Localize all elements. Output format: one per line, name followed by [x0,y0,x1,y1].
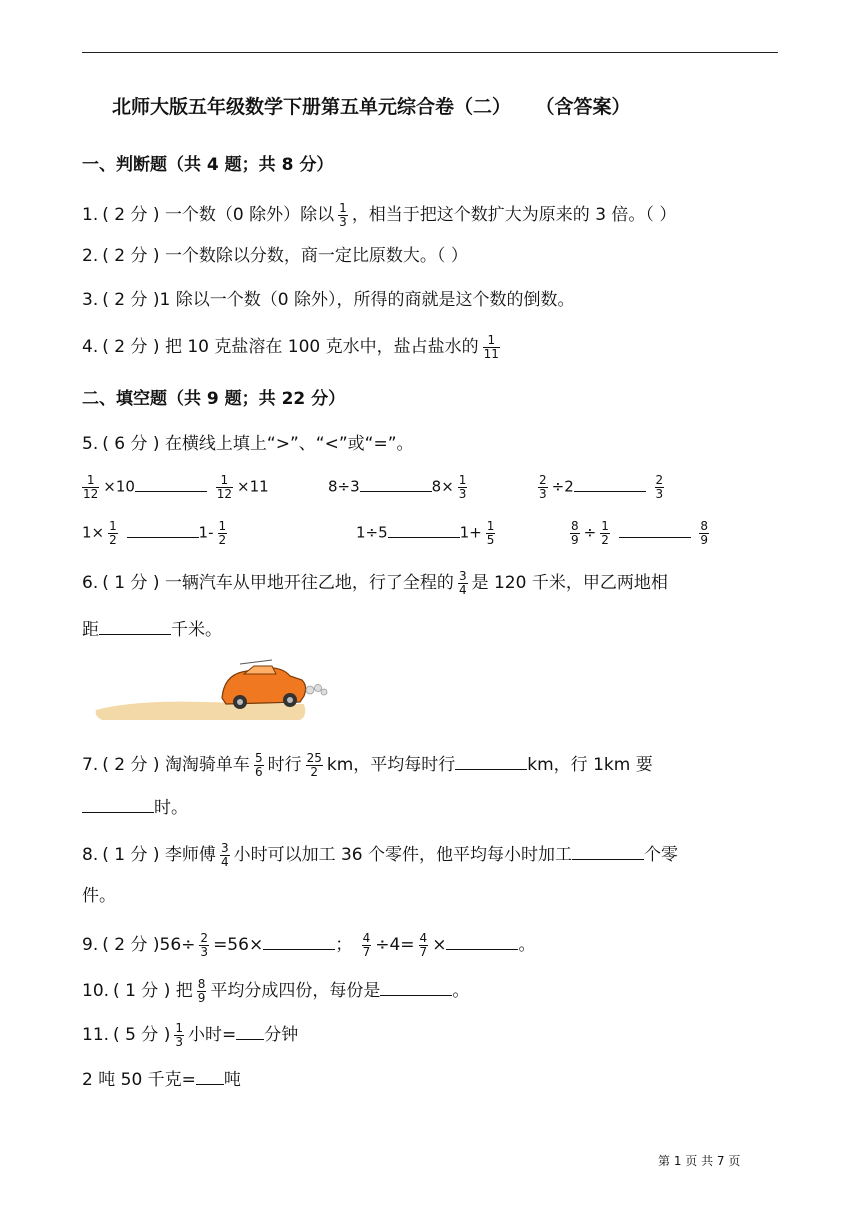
denominator: 12 [216,486,232,501]
fraction [570,520,580,546]
title-text: 北师大版五年级数学下册第五单元综合卷（二） [112,96,512,118]
question-score: ( 6 分 ) [102,434,160,454]
denominator: 9 [571,532,579,547]
question-text: 件。 [82,886,116,906]
question-11 [82,1022,298,1048]
answer-blank[interactable] [82,798,154,813]
numerator: 8 [197,977,206,991]
fraction [199,932,209,958]
page-title [112,92,631,119]
fraction [600,520,610,546]
answer-blank[interactable] [135,477,207,492]
answer-blank[interactable] [619,523,691,538]
answer-blank[interactable] [236,1025,264,1040]
question-text: km，平均每时行 [326,755,456,776]
fraction [197,978,207,1004]
fraction [419,932,429,958]
denominator: 3 [175,1034,183,1049]
operator-text: 8× [431,477,454,496]
question-score: ( 5 分 ) [113,1025,171,1046]
numerator: 1 [109,519,117,533]
numerator: 3 [458,569,467,583]
fraction [362,932,372,958]
question-score: ( 1 分 ) [102,573,160,594]
section-heading-judgement: 一、判断题（共 4 题；共 8 分） [82,155,334,175]
numerator: 1 [339,201,347,215]
fraction [82,474,99,500]
answer-blank[interactable] [196,1070,224,1085]
numerator: 1 [216,474,233,488]
question-text: 淘淘骑单车 [164,755,250,776]
denominator: 2 [310,764,319,779]
numerator: 2 [200,931,209,945]
answer-blank[interactable] [99,620,171,635]
question-text: 。 [452,981,470,1002]
header-rule [82,52,778,53]
question-text: 平均分成四份，每份是 [210,981,381,1002]
denominator: 3 [200,944,209,959]
operator-text: 1- [198,523,214,542]
operator-text: 8÷3 [328,477,360,496]
fraction [458,570,468,596]
question-number: 1. [82,205,99,226]
question-number: 3. [82,290,99,310]
question-text: =56× [213,935,264,956]
exhaust-puff [306,686,314,694]
hubcap [237,699,243,705]
fraction [338,202,348,228]
fraction [655,474,665,500]
compare-item [78,474,269,500]
fraction [254,752,264,778]
car-antenna [240,660,272,664]
question-text: 一个数除以分数，商一定比原数大。（ ） [164,246,468,266]
question-2 [82,248,468,265]
answer-blank[interactable] [263,935,335,950]
denominator: 5 [486,532,495,547]
denominator: 2 [601,532,609,547]
question-9 [82,932,535,958]
question-score: ( 1 分 ) [113,981,171,1002]
question-text: 2 吨 50 千克= [82,1070,196,1090]
question-5 [82,436,414,453]
question-text: 吨 [223,1070,241,1090]
numerator: 1 [458,473,467,487]
numerator: 1 [218,519,227,533]
question-number: 10. [82,981,110,1002]
question-text: ÷4= [375,935,415,956]
denominator: 7 [362,944,371,959]
question-text: ； [335,935,353,956]
question-score: ( 2 分 ) [102,935,160,956]
question-text: 时。 [154,798,188,818]
question-text: 。 [518,935,536,956]
question-text: 个零 [644,845,679,866]
question-score: ( 1 分 ) [102,845,160,866]
question-number: 7. [82,755,99,776]
numerator: 5 [254,751,263,765]
question-text: 1 除以一个数（0 除外），所得的商就是这个数的倒数。 [159,290,575,310]
exhaust-puff [315,685,322,692]
fraction [174,1022,184,1048]
denominator: 3 [458,486,467,501]
question-6-cont [82,620,222,639]
car-illustration [94,654,334,726]
fraction [483,334,500,360]
answer-blank[interactable] [127,523,199,538]
denominator: 2 [218,532,227,547]
question-7 [82,752,653,778]
question-text: 是 120 千米，甲乙两地相 [471,573,668,594]
answer-blank[interactable] [574,477,646,492]
question-number: 6. [82,573,99,594]
operator-text: ÷2 [551,477,574,496]
numerator: 4 [419,931,428,945]
numerator: 8 [700,519,709,533]
question-text: 把 [175,981,193,1002]
numerator: 1 [82,474,99,488]
question-text: ，相当于把这个数扩大为原来的 3 倍。（ ） [351,205,677,226]
question-text: 小时= [187,1025,237,1046]
compare-item [566,520,713,546]
road-shape [96,702,306,720]
hubcap [287,697,293,703]
compare-item [328,474,471,500]
fraction [218,520,228,546]
question-text: 一个数（0 除外）除以 [164,205,335,226]
numerator: 2 [539,473,547,487]
question-number: 2. [82,246,99,266]
question-number: 11. [82,1025,110,1046]
denominator: 9 [197,990,206,1005]
question-score: ( 2 分 ) [102,290,160,310]
question-3 [82,292,574,309]
answer-blank[interactable] [446,935,518,950]
denominator: 3 [539,486,547,501]
question-text: 把 10 克盐溶在 100 克水中，盐占盐水的 [164,337,479,358]
numerator: 1 [601,519,609,533]
question-text: 在横线上填上“>”、“<”或“=”。 [164,434,414,454]
numerator: 1 [483,334,500,348]
fraction [486,520,496,546]
question-8-cont [82,888,116,905]
question-number: 9. [82,935,99,956]
fraction [699,520,709,546]
operator-text: ÷ [583,523,597,542]
compare-item [356,520,499,546]
question-text: 李师傅 [164,845,216,866]
question-score: ( 2 分 ) [102,205,160,226]
car-icon [94,654,334,726]
answer-blank[interactable] [388,523,460,538]
question-number: 8. [82,845,99,866]
answer-blank[interactable] [380,981,452,996]
question-text: 分钟 [264,1025,299,1046]
denominator: 4 [458,582,467,597]
fraction [108,520,118,546]
operator-text: 1+ [459,523,482,542]
operator-text: 1÷5 [356,523,388,542]
question-4 [82,334,504,360]
numerator: 25 [306,751,322,765]
fraction [306,752,323,778]
question-10 [82,978,469,1004]
question-score: ( 2 分 ) [102,246,160,266]
question-text: km，行 1km 要 [527,755,653,776]
fraction [220,842,230,868]
denominator: 9 [700,532,709,547]
denominator: 7 [419,944,428,959]
operator-text: 1× [82,523,105,542]
question-text: 时行 [267,755,302,776]
question-score: ( 2 分 ) [102,337,160,358]
question-text: 一辆汽车从甲地开往乙地，行了全程的 [164,573,454,594]
question-text: 56÷ [159,935,196,956]
question-score: ( 2 分 ) [102,755,160,776]
numerator: 1 [486,519,495,533]
denominator: 6 [254,764,263,779]
question-text: × [432,935,447,956]
numerator: 8 [571,519,579,533]
operator-text: ×10 [103,477,135,496]
fraction [216,474,233,500]
numerator: 4 [362,931,371,945]
title-suffix: （含答案） [545,96,631,118]
question-6 [82,570,668,596]
compare-item [82,520,231,546]
question-11-cont [82,1070,241,1089]
fraction [458,474,468,500]
question-number: 5. [82,434,99,454]
operator-text: ×11 [237,477,269,496]
question-7-cont [82,798,188,817]
question-text: 小时可以加工 36 个零件，他平均每小时加工 [233,845,573,866]
denominator: 3 [655,486,664,501]
section-heading-fill-in: 二、填空题（共 9 题；共 22 分） [82,389,346,409]
numerator: 1 [175,1021,183,1035]
denominator: 4 [220,854,229,869]
question-number: 4. [82,337,99,358]
question-8 [82,842,678,868]
denominator: 2 [109,532,117,547]
fraction [538,474,548,500]
answer-blank[interactable] [455,755,527,770]
exhaust-puff [321,689,327,695]
denominator: 12 [83,486,99,501]
answer-blank[interactable] [572,845,644,860]
question-1 [82,202,676,228]
answer-blank[interactable] [360,477,432,492]
numerator: 3 [220,841,229,855]
page-footer: 第 1 页 共 7 页 [658,1154,741,1168]
question-text: 千米。 [171,620,222,640]
car-window [244,666,276,674]
numerator: 2 [655,473,664,487]
compare-item [534,474,668,500]
question-text: 距 [82,620,99,640]
denominator: 11 [483,346,499,361]
denominator: 3 [339,214,347,229]
